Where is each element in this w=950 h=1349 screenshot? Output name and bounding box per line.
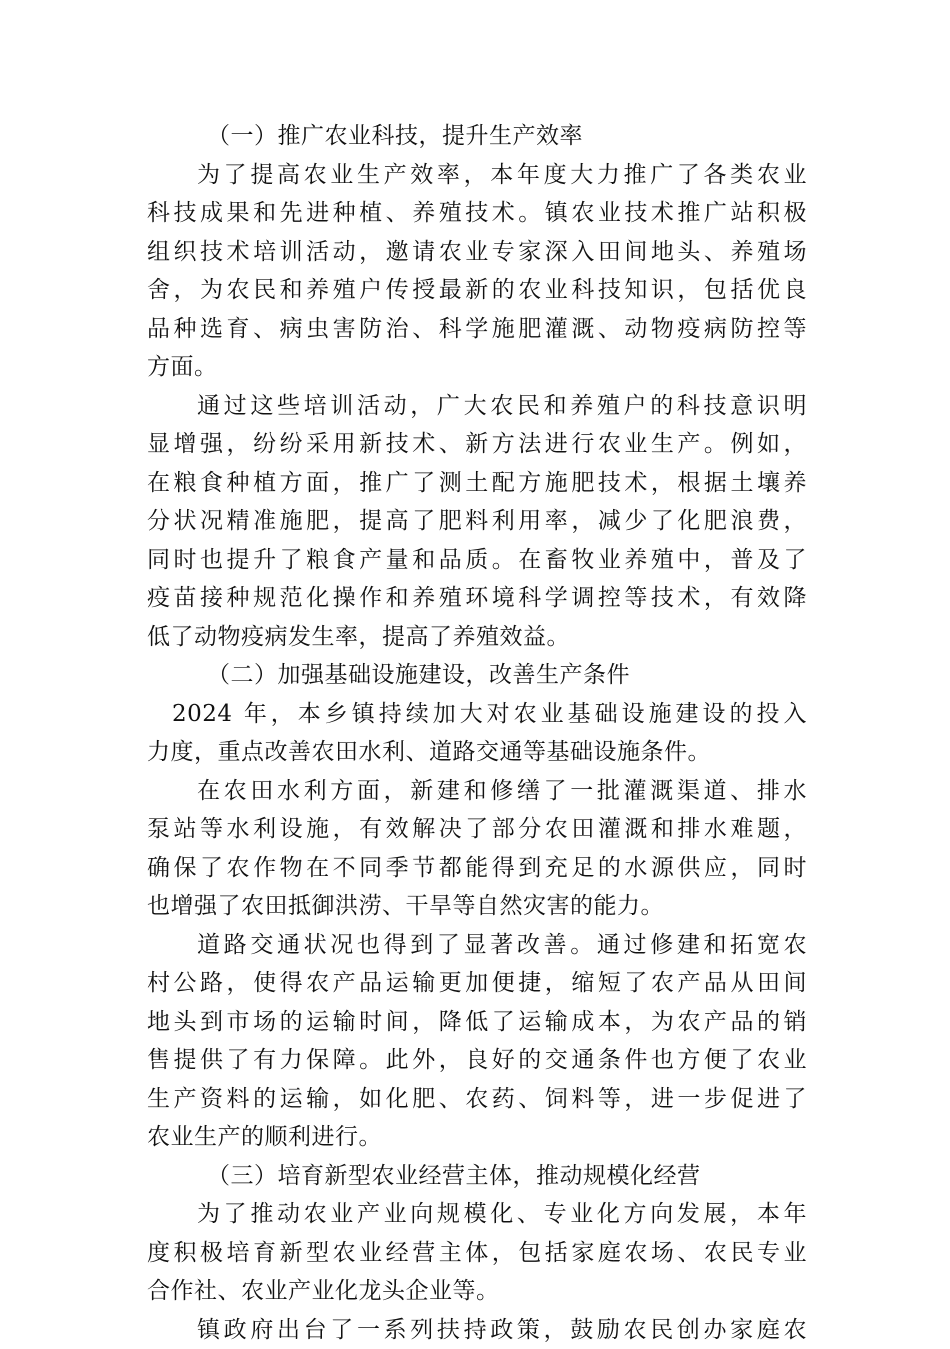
paragraph-line: 通过这些培训活动，广大农民和养殖户的科技意识明 (147, 387, 807, 426)
paragraph-line: 地头到市场的运输时间，降低了运输成本，为农产品的销 (147, 1003, 807, 1042)
paragraph-line: 泵站等水利设施，有效解决了部分农田灌溉和排水难题， (147, 810, 807, 849)
paragraph-line: 确保了农作物在不同季节都能得到充足的水源供应，同时 (147, 849, 807, 888)
paragraph-line: 舍，为农民和养殖户传授最新的农业科技知识，包括优良 (147, 271, 807, 310)
paragraph-line: 售提供了有力保障。此外，良好的交通条件也方便了农业 (147, 1041, 807, 1080)
paragraph-line: 分状况精准施肥，提高了肥料利用率，减少了化肥浪费， (147, 502, 807, 541)
paragraph (147, 1311, 807, 1349)
paragraph-line: 低了动物疫病发生率，提高了养殖效益。 (147, 618, 807, 657)
paragraph-line: 也增强了农田抵御洪涝、干旱等自然灾害的能力。 (147, 887, 807, 926)
paragraph (147, 926, 807, 1157)
paragraph (147, 1195, 807, 1311)
paragraph-line: 组织技术培训活动，邀请农业专家深入田间地头、养殖场 (147, 233, 807, 272)
paragraph-line: 度积极培育新型农业经营主体，包括家庭农场、农民专业 (147, 1234, 807, 1273)
paragraph-line: 显增强，纷纷采用新技术、新方法进行农业生产。例如， (147, 425, 807, 464)
document-body (147, 117, 807, 1349)
paragraph-line: 方面。 (147, 348, 807, 387)
paragraph-line: 为了推动农业产业向规模化、专业化方向发展，本年 (147, 1195, 807, 1234)
paragraph-line: 在粮食种植方面，推广了测土配方施肥技术，根据土壤养 (147, 464, 807, 503)
paragraph-line: 同时也提升了粮食产量和品质。在畜牧业养殖中，普及了 (147, 541, 807, 580)
paragraph-line: 村公路，使得农产品运输更加便捷，缩短了农产品从田间 (147, 964, 807, 1003)
section-heading-2: （二）加强基础设施建设，改善生产条件 (147, 656, 807, 695)
section-heading-3: （三）培育新型农业经营主体，推动规模化经营 (147, 1157, 807, 1196)
paragraph-line: 力度，重点改善农田水利、道路交通等基础设施条件。 (147, 733, 807, 772)
paragraph-line: 2024 年，本乡镇持续加大对农业基础设施建设的投入 (147, 695, 807, 734)
paragraph-line: 在农田水利方面，新建和修缮了一批灌溉渠道、排水 (147, 772, 807, 811)
paragraph-line: 疫苗接种规范化操作和养殖环境科学调控等技术，有效降 (147, 579, 807, 618)
paragraph-line: 品种选育、病虫害防治、科学施肥灌溉、动物疫病防控等 (147, 310, 807, 349)
paragraph-line: 为了提高农业生产效率，本年度大力推广了各类农业 (147, 156, 807, 195)
paragraph-line: 生产资料的运输，如化肥、农药、饲料等，进一步促进了 (147, 1080, 807, 1119)
paragraph-line: 科技成果和先进种植、养殖技术。镇农业技术推广站积极 (147, 194, 807, 233)
paragraph-line: 合作社、农业产业化龙头企业等。 (147, 1272, 807, 1311)
paragraph-line: 道路交通状况也得到了显著改善。通过修建和拓宽农 (147, 926, 807, 965)
paragraph-line: 镇政府出台了一系列扶持政策，鼓励农民创办家庭农 (147, 1311, 807, 1349)
paragraph (147, 156, 807, 387)
section-heading-1: （一）推广农业科技，提升生产效率 (147, 117, 807, 156)
paragraph (147, 695, 807, 772)
paragraph (147, 387, 807, 657)
paragraph-line: 农业生产的顺利进行。 (147, 1118, 807, 1157)
paragraph (147, 772, 807, 926)
